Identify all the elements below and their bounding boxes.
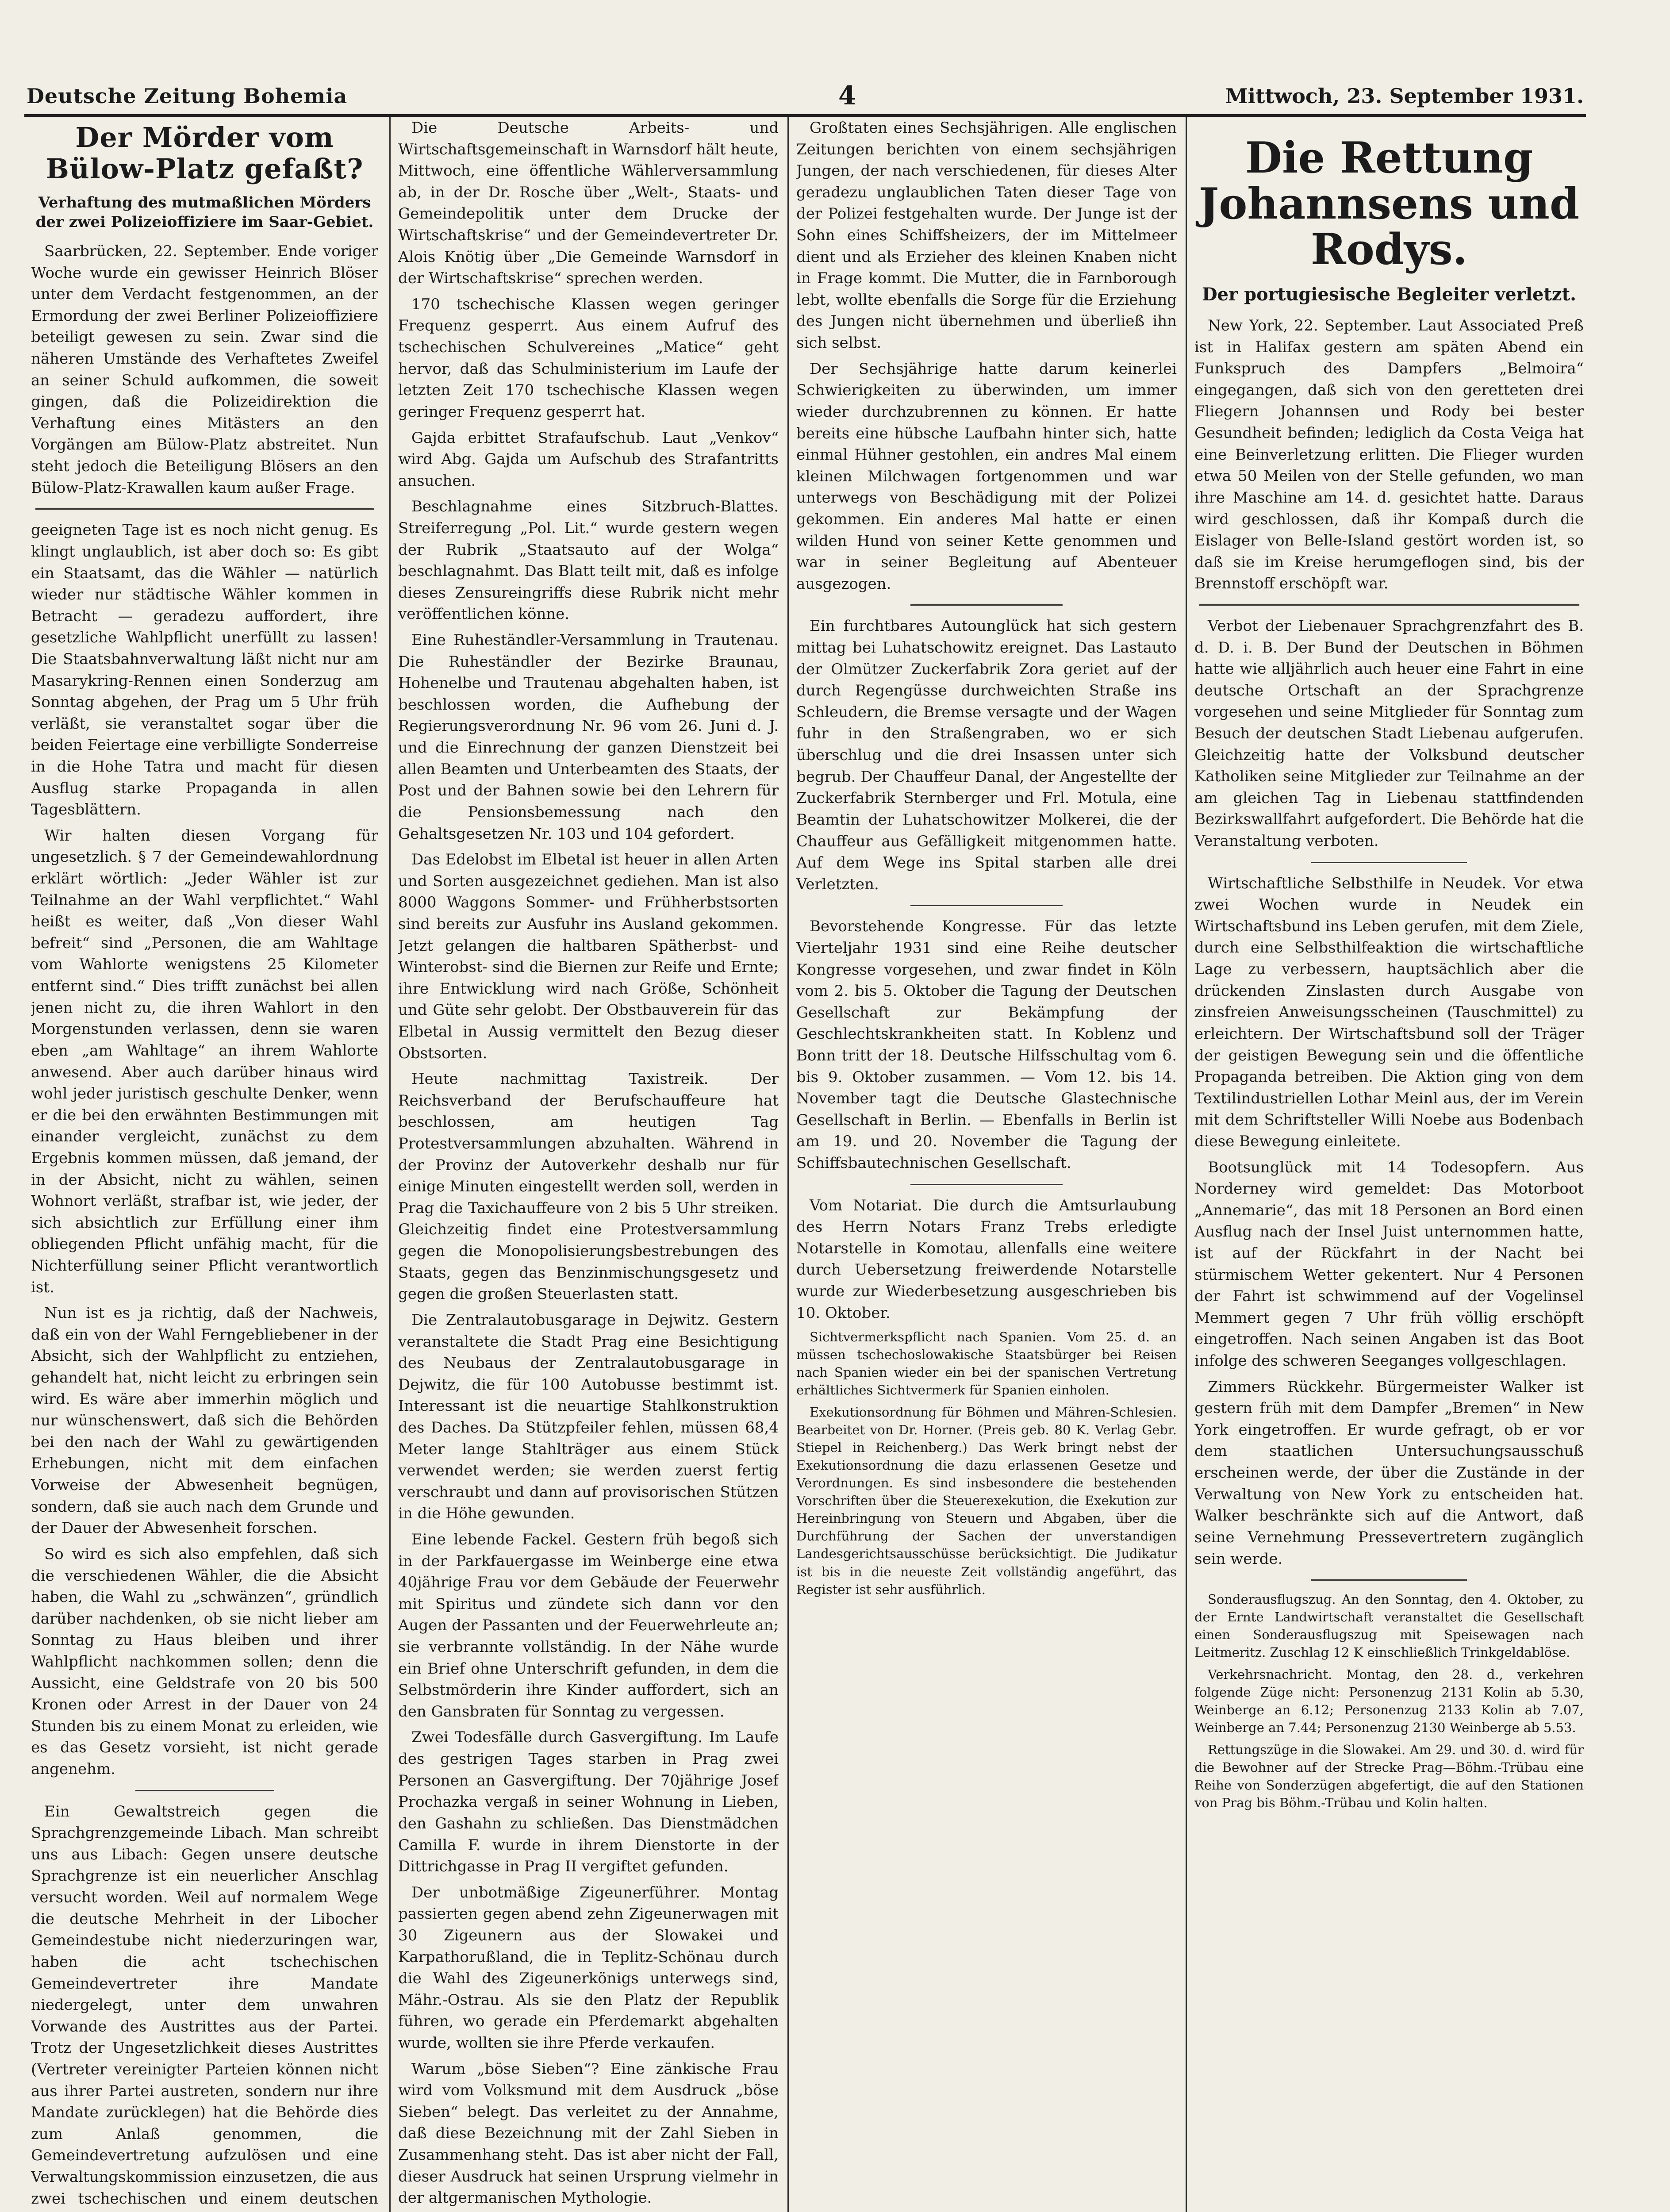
column-4 (1194, 117, 1584, 2212)
article-paragraph: So wird es sich also empfehlen, daß sich die verschiedenen Wähler, die die Absicht haben, die Wahl zu „schwänzen“, gründlich darüber nachdenken, ob sie nicht lieber am Sonntag zu Haus bleiben und ihrer Wahlpflicht nachkommen sollen; denn die Aussicht, eine Geldstrafe von 20 bis 500 Kronen oder Arrest in der Dauer von 24 Stunden bis zu einem Monat zu erleiden, wie es das Gesetz vorsieht, ist nicht gerade angenehm. (31, 1545, 378, 1778)
small-notice: Exekutionsordnung für Böhmen und Mähren-Schlesien. Bearbeitet von Dr. Horner. (Preis geb. 80 K. Verlag Gebr. Stiepel in Reichenberg.) Das Werk bringt nebst der Exekutionsordnung die dazu erlassenen Gesetze und Verordnungen. Es sind insbesondere die bestehenden Vorschriften über die Steuerexekution, die Exekution zur Hereinbringung von Steuern und Abgaben, über die Durchführung der Sachen der unverstandigen Landesgerichtsausschüsse berücksichtigt. Die Judikatur ist bis in die neueste Zeit vollständig angeführt, das Register ist sehr ausführlich. (796, 1405, 1177, 1597)
column-divider (389, 117, 391, 2212)
news-item: Gajda erbittet Strafaufschub. Laut „Venkov“ wird Abg. Gajda um Aufschub des Strafantritts ansuchen. (398, 429, 779, 490)
news-item: Eine lebende Fackel. Gestern früh begoß sich in der Parkfauergasse im Weinberge eine etwa 40jährige Frau vor dem Gebäude der Feuerwehr mit Spiritus und zündete sich dann vor den Augen der Passanten und der Feuerwehrleute an; sie verbrannte vollständig. In der Nähe wurde ein Brief ohne Unterschrift gefunden, in dem die Selbstmörderin ihre Kinder auffordert, sich an den Gansbraten für Sonntag zu vergessen. (398, 1531, 779, 1720)
article-paragraph: Saarbrücken, 22. September. Ende voriger Woche wurde ein gewisser Heinrich Blöser unter dem Verdacht festgenommen, an der Ermordung der zwei Berliner Polizeioffiziere beteiligt gewesen zu sein. Zwar sind die näheren Umstände des Verhaftetes Zweifel an seiner Schuld aufkommen, die soweit gingen, daß die Polizeidirektion die Verhaftung eines Mitästers an den Vorgängen am Bülow-Platz abstreitet. Nun steht jedoch die Beteiligung Blösers an den Bülow-Platz-Krawallen kaum außer Frage. (31, 242, 378, 497)
news-item: Zwei Todesfälle durch Gasvergiftung. Im Laufe des gestrigen Tages starben in Prag zwei Personen an Gasvergiftung. Der 70jährige Josef Prochazka vergaß in seiner Wohnung in Lieben, den Gashahn zu schließen. Das Dienstmädchen Camilla F. wurde in ihrem Dienstorte in der Dittrichgasse in Prag II vergiftet gefunden. (398, 1728, 779, 1876)
news-item: Die Deutsche Arbeits- und Wirtschaftsgemeinschaft in Warnsdorf hält heute, Mittwoch, eine öffentliche Wählerversammlung ab, in der Dr. Rosche über „Welt-, Staats- und Gemeindepolitik unter dem Drucke der Wirtschaftskrise“ und der Gemeindevertreter Dr. Alois Knötig über „Die Gemeinde Warnsdorf in der Wirtschaftskrise“ sprechen werden. (398, 119, 779, 288)
article-paragraph: New York, 22. September. Laut Associated Preß ist in Halifax gestern am späten Abend ein Funkspruch des Dampfers „Belmoira“ eingegangen, daß sich von den geretteten drei Fliegern Johannsen und Rody bei bester Gesundheit befinden; lediglich da Costa Veiga hat eine Beinverletzung erlitten. Die Flieger wurden etwa 50 Meilen von der Stelle gefunden, wo man ihre Maschine am 14. d. gesichtet hatte. Daraus wird geschlossen, daß ihr Kompaß durch die Eislager von Belle-Island gestört worden ist, so daß sie im Kreise herumgeflogen sind, bis der Brennstoff erschöpft war. (1194, 317, 1584, 593)
news-item: 170 tschechische Klassen wegen geringer Frequenz gesperrt. Aus einem Aufruf des tschechischen Schulvereines „Matice“ geht hervor, daß das Schulministerium im Laufe der letzten Zeit 170 tschechische Klassen wegen geringer Frequenz gesperrt hat. (398, 295, 779, 421)
news-item: Vom Notariat. Die durch die Amtsurlaubung des Herrn Notars Franz Trebs erledigte Notarstelle in Komotau, allenfalls eine weitere durch Uebersetzung freiwerdende Notarstelle wurde zur Wiederbesetzung ausgeschrieben bis 10. Oktober. (796, 1196, 1177, 1322)
news-item: Der Sechsjährige hatte darum keinerlei Schwierigkeiten zu überwinden, um immer wieder durchzubrennen zu können. Er hatte bereits eine hübsche Laufbahn hinter sich, hatte einmal Hühner gestohlen, ein andres Mal einem kleinen Milchwagen fortgenommen und war unterwegs von Beschädigung mit der Polizei gekommen. Ein anderes Mal hatte er einen wilden Hund von seiner Kette genommen und war in seiner Begleitung auf Abenteuer ausgezogen. (796, 360, 1177, 593)
column-1 (31, 117, 378, 2212)
article-headline: Die Rettung Johannsens und Rodys. (1198, 133, 1580, 275)
article-subheadline: Der portugiesische Begleiter verletzt. (1202, 284, 1577, 305)
article-paragraph: Nun ist es ja richtig, daß der Nachweis, daß ein von der Wahl Ferngebliebener in der Absicht, sich der Wahlpflicht zu entziehen, gehandelt hat, nicht leicht zu erbringen sein wird. Es wäre aber immerhin möglich und nur wünschenswert, daß sich die Behörden bei den nach der Wahl zu gewärtigenden Erhebungen, nicht mit dem einfachen Vorweise der Abwesenheit begnügen, sondern, daß sie auch nach dem Grunde und der Dauer der Abwesenheit forschen. (31, 1304, 378, 1537)
divider (35, 508, 374, 510)
news-item: Verbot der Liebenauer Sprachgrenzfahrt des B. d. D. i. B. Der Bund der Deutschen in Böhmen hatte wie alljährlich auch heuer eine Fahrt in eine deutsche Ortschaft an der Sprachgrenze vorgesehen und seine Mitglieder für Sonntag zum Besuch der deutschen Stadt Liebenau aufgerufen. Gleichzeitig hatte der Volksbund deutscher Katholiken seine Mitglieder zur Teilnahme an der am gleichen Tag in Liebenau stattfindenden Bezirkswallfahrt aufgefordert. Die Behörde hat die Veranstaltung verboten. (1194, 617, 1584, 850)
divider (910, 905, 1063, 906)
column-3 (796, 117, 1177, 2212)
divider (910, 1184, 1063, 1185)
divider (1311, 862, 1467, 863)
small-notice: Rettungszüge in die Slowakei. Am 29. und 30. d. wird für die Bewohner auf der Strecke Prag—Böhm.-Trübau eine Reihe von Sonderzügen abgefertigt, die auf den Stationen von Prag bis Böhm.-Trübau und Kolin halten. (1194, 1742, 1584, 1811)
divider (910, 604, 1063, 606)
masthead-name: Deutsche Zeitung Bohemia (27, 84, 348, 108)
page-number: 4 (838, 81, 856, 111)
article-paragraph: Wir halten diesen Vorgang für ungesetzlich. § 7 der Gemeindewahlordnung erklärt wörtlich: „Jeder Wähler ist zur Teilnahme an der Wahl verpflichtet.“ Wahl heißt es weiter, daß „Von dieser Wahl befreit“ sind „Personen, die am Wahltage vom Wahlorte wenigstens 25 Kilometer entfernt sind.“ Dies trifft zunächst bei allen jenen nicht zu, die ihren Wahlort in den Morgenstunden verlassen, denn sie waren eben „am Wahltage“ an ihrem Wahlorte anwesend. Aber auch darüber hinaus wird wohl jeder juristisch geschulte Denker, wenn er die bei den erwähnten Bestimmungen mit einander vergleicht, zunächst zu dem Ergebnis kommen müssen, daß jemand, der in der Absicht, nicht zu wählen, seinen Wohnort verläßt, strafbar ist, wie jeder, der sich absichtlich zur Erfüllung einer ihm obliegenden Pflicht unfähig macht, für die Nichterfüllung seiner Pflicht verantwortlich ist. (31, 826, 378, 1296)
divider (135, 1790, 274, 1791)
page-header (27, 81, 1584, 115)
news-item: Bootsunglück mit 14 Todesopfern. Aus Norderney wird gemeldet: Das Motorboot „Annemarie“, das mit 18 Personen an Bord einen Ausflug nach der Insel Juist unternommen hatte, ist auf der Rückfahrt in der Nacht bei stürmischem Wetter gekentert. Nur 4 Personen der Fahrt ist schwimmend auf der Vogelinsel Memmert gegen 7 Uhr früh völlig erschöpft eingetroffen. Nach seinen Angaben ist das Boot infolge des schweren Seeganges vollgeschlagen. (1194, 1158, 1584, 1370)
news-item: Der unbotmäßige Zigeunerführer. Montag passierten gegen abend zehn Zigeunerwagen mit 30 Zigeunern aus der Slowakei und Karpathorußland, die in Teplitz-Schönau durch die Wahl des Zigeunerkönigs unterwegs sind, Mähr.-Ostrau. Als sie den Platz der Republik führen, wo gerade ein Pferdemarkt abgehalten wurde, wollten sie ihre Pferde verkaufen. (398, 1883, 779, 2052)
article-headline: Der Mörder vom Bülow-Platz gefaßt? (46, 121, 364, 185)
small-notice: Sichtvermerkspflicht nach Spanien. Vom 25. d. an müssen tschechoslowakische Staatsbürger bei Reisen nach Spanien wieder ein bei der spanischen Vertretung erhältliches Sichtvermerk für Spanien einholen. (796, 1329, 1177, 1398)
news-item: Beschlagnahme eines Sitzbruch-Blattes. Streiferregung „Pol. Lit.“ wurde gestern wegen der Rubrik „Staatsauto auf der Wolga“ beschlagnahmt. Das Blatt teilt mit, daß es infolge dieses Zensureingriffs diese Rubrik nicht mehr veröffentlichen könne. (398, 498, 779, 623)
column-2 (398, 117, 779, 2212)
news-item: Das Edelobst im Elbetal ist heuer in allen Arten und Sorten ausgezeichnet gediehen. Man ist also 8000 Waggons Sommer- und Frühherbstsorten sind bereits zur Ausfuhr ins Ausland gekommen. Jetzt gelangen die haltbaren Spätherbst- und Winterobst- sind die Biernen zur Reife und Ernte; ihre Entwicklung wird nach Größe, Schönheit und Güte sehr gelobt. Der Obstbauverein für das Elbetal in Aussig vermittelt den Bezug dieser Obstsorten. (398, 851, 779, 1062)
news-item: Ein Gewaltstreich gegen die Sprachgrenzgemeinde Libach. Man schreibt uns aus Libach: Gegen unsere deutsche Sprachgrenze ist ein neuerlicher Anschlag versucht worden. Weil auf normalem Wege die deutsche Mehrheit in der Libocher Gemeindestube nicht niederzuringen war, haben die acht tschechischen Gemeindevertreter ihre Mandate niedergelegt, unter dem unwahren Vorwande des Austrittes aus der Partei. Trotz der Ungesetzlichkeit dieses Austrittes (Vertreter vereinigter Parteien können nicht aus ihrer Partei austreten, sondern nur ihre Mandate zurücklegen) hat die Behörde dies zum Anlaß genommen, die Gemeindevertretung aufzulösen und eine Verwaltungskommission einzusetzen, die aus zwei tschechischen und einem deutschen (31, 1802, 378, 2208)
column-divider (787, 117, 789, 2212)
news-item: Bevorstehende Kongresse. Für das letzte Vierteljahr 1931 sind eine Reihe deutscher Kongresse vorgesehen, und zwar findet in Köln vom 2. bis 5. Oktober die Tagung der Deutschen Gesellschaft zur Bekämpfung der Geschlechtskrankheiten statt. In Koblenz und Bonn tritt der 18. Deutsche Hilfsschultag vom 6. bis 9. Oktober zusammen. — Vom 12. bis 14. November tagt die Deutsche Glastechnische Gesellschaft in Berlin. — Ebenfalls in Berlin ist am 19. und 20. November die Tagung der Schiffsbautechnischen Gesellschaft. (796, 918, 1177, 1172)
divider (1311, 1579, 1467, 1581)
divider (1199, 604, 1579, 606)
news-item: Zimmers Rückkehr. Bürgermeister Walker ist gestern früh mit dem Dampfer „Bremen“ in New York eingetroffen. Er wurde gefragt, ob er vor dem staatlichen Untersuchungsausschuß erscheinen werde, der über die Zustände in der Verwaltung von New York zu entscheiden hat. Walker beschränkte sich auf die Antwort, daß seine Vernehmung Pressevertretern zugänglich sein werde. (1194, 1378, 1584, 1568)
article-subheadline: Verhaftung des mutmaßlichen Mörders der zwei Polizeioffiziere im Saar-Gebiet. (35, 193, 374, 231)
news-item: Eine Ruheständler-Versammlung in Trautenau. Die Ruheständler der Bezirke Braunau, Hohenelbe und Trautenau abgehalten haben, ist beschlossen worden, die Aufhebung der Regierungsverordnung Nr. 96 vom 26. Juni d. J. und die Einrechnung der ganzen Dienstzeit bei allen Beamten und Unterbeamten des Staats, der Post und der Bahnen sowie bei den Lehrern für die Pensionsbemessung nach den Gehaltsgesetzen Nr. 103 und 104 gefordert. (398, 631, 779, 843)
issue-date: Mittwoch, 23. September 1931. (1225, 84, 1584, 108)
article-paragraph: geeigneten Tage ist es noch nicht genug. Es klingt unglaublich, ist aber doch so: Es gibt ein Staatsamt, das die Wähler — natürlich wieder nur städtische Wähler kommen in Betracht — geradezu auffordert, ihre gesetzliche Wahlpflicht unerfüllt zu lassen! Die Staatsbahnverwaltung läßt nicht nur am Masarykring-Rennen einen Sonderzug am Sonntag abgehen, der Prag um 5 Uhr früh verläßt, sie veranstaltet sogar über die beiden Feiertage eine verbilligte Sonderreise in die Hohe Tatra und macht für diesen Ausflug starke Propaganda in allen Tagesblättern. (31, 521, 378, 819)
news-item: Die Zentralautobusgarage in Dejwitz. Gestern veranstaltete die Stadt Prag eine Besichtigung des Neubaus der Zentralautobusgarage in Dejwitz, die für 100 Autobusse bestimmt ist. Interessant ist die neuartige Stahlkonstruktion des Daches. Da Stützpfeiler fehlen, müssen 68,4 Meter lange Stahlträger aus einem Stück verwendet werden; sie werden zuerst fertig verschraubt und dann auf provisorischen Stützen in die Höhe gewunden. (398, 1311, 779, 1523)
small-notice: Verkehrsnachricht. Montag, den 28. d., verkehren folgende Züge nicht: Personenzug 2131 Kolin ab 5.30, Weinberge an 6.12; Personenzug 2133 Kolin ab 7.07, Weinberge an 7.44; Personenzug 2130 Weinberge ab 5.53. (1194, 1667, 1584, 1736)
news-item: Heute nachmittag Taxistreik. Der Reichsverband der Berufschauffeure hat beschlossen, am heutigen Tag Protestversammlungen abzuhalten. Während in der Provinz der Autoverkehr deshalb nur für einige Minuten eingestellt werden soll, werden in Prag die Taxichauffeure von 2 bis 5 Uhr streiken. Gleichzeitig findet eine Protestversammlung gegen die Monopolisierungsbestrebungen des Staats, gegen das Benzinmischungsgesetz und gegen die großen Steuerlasten statt. (398, 1070, 779, 1303)
column-divider (1186, 117, 1187, 2212)
news-item: Ein furchtbares Autounglück hat sich gestern mittag bei Luhatschowitz ereignet. Das Lastauto der Olmützer Zuckerfabrik Zora geriet auf der durch Regengüsse durchweichten Straße ins Schleudern, die Bremse versagte und der Wagen fuhr in den Straßengraben, wo er sich überschlug und die drei Insassen unter sich begrub. Der Chauffeur Danal, der Angestellte der Zuckerfabrik Sternberger und Frl. Motula, eine Beamtin der Luhatschowitzer Molkerei, die der Chauffeur aus Gefälligkeit mitgenommen hatte. Auf dem Wege ins Spital starben alle drei Verletzten. (796, 617, 1177, 893)
news-item: Wirtschaftliche Selbsthilfe in Neudek. Vor etwa zwei Wochen wurde in Neudek ein Wirtschaftsbund ins Leben gerufen, mit dem Ziele, durch eine Selbsthilfeaktion die wirtschaftliche Lage zu verbessern, hauptsächlich aber die drückenden Zinslasten durch Ausgabe von zinsfreien Anweisungsscheinen (Tauschmittel) zu erleichtern. Der Wirtschaftsbund soll der Träger der geistigen Bewegung sein und die öffentliche Propaganda betreiben. Die Aktion ging von dem Textilindustriellen Lothar Meinl aus, der im Verein mit dem Schriftsteller Willi Noebe aus Bodenbach diese Bewegung einleitete. (1194, 874, 1584, 1150)
small-notice: Sonderausflugszug. An den Sonntag, den 4. Oktober, zu der Ernte Landwirtschaft veranstaltet die Gesellschaft einen Sonderausflugszug mit Speisewagen nach Leitmeritz. Zuschlag 12 K einschließlich Trinkgeldablöse. (1194, 1592, 1584, 1660)
news-item: Großtaten eines Sechsjährigen. Alle englischen Zeitungen berichten von einem sechsjährigen Jungen, der nach verschiedenen, für dieses Alter geradezu unglaublichen Taten dieser Tage von der Polizei festgehalten wurde. Der Junge ist der Sohn eines Schiffsheizers, der im Mittelmeer dient und als Erzieher des kleinen Knaben nicht in Frage kommt. Die Mutter, die in Farnborough lebt, wollte ebenfalls die Sorge für die Erziehung des Jungen nicht übernehmen und überließ ihn sich selbst. (796, 119, 1177, 352)
news-item: Warum „böse Sieben“? Eine zänkische Frau wird vom Volksmund mit dem Ausdruck „böse Sieben“ belegt. Das verleitet zu der Annahme, daß diese Bezeichnung mit der Zahl Sieben in Zusammenhang steht. Das ist aber nicht der Fall, dieser Ausdruck hat seinen Ursprung vielmehr in der altgermanischen Mythologie. (398, 2060, 779, 2207)
header-rule (24, 114, 1586, 117)
